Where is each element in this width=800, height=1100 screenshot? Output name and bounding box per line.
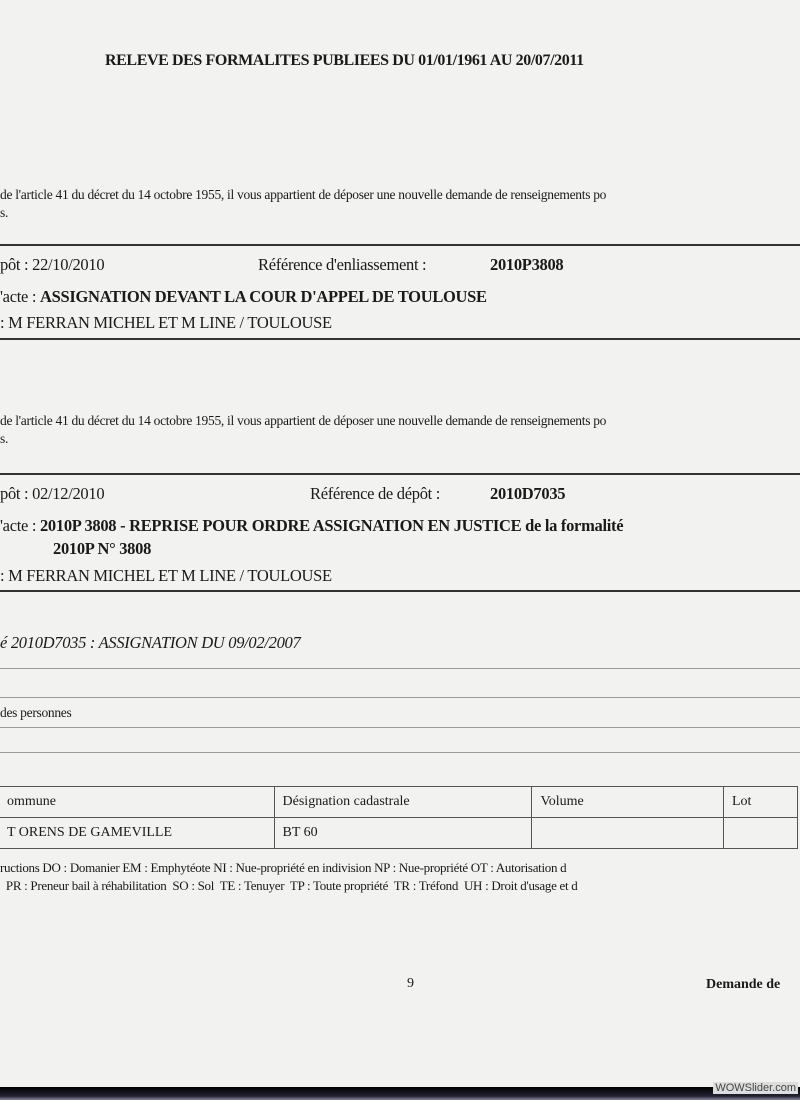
- acte-label: 'acte : 2010P 3808 - REPRISE POUR ORDRE ASSIGNATION EN JUSTICE de la formalité: [0, 516, 624, 535]
- acte-value: 2010P 3808 - REPRISE POUR ORDRE ASSIGNATION EN JUSTICE: [39, 516, 522, 535]
- cell-designation: BT 60: [274, 818, 532, 849]
- footer-right: Demande de: [706, 977, 781, 992]
- section-divider: [0, 338, 800, 340]
- persons-label: des personnes: [0, 705, 72, 720]
- divider: [0, 668, 800, 669]
- section-divider: [0, 244, 800, 246]
- watermark: WOWSlider.com: [715, 1082, 796, 1094]
- deposit-date: pôt : 22/10/2010: [0, 255, 105, 274]
- annotation: é 2010D7035 : ASSIGNATION DU 09/02/2007: [0, 633, 301, 652]
- table-row: [0, 818, 798, 849]
- cell-lot: [723, 818, 797, 849]
- acte-label: 'acte : ASSIGNATION DEVANT LA COUR D'APPEL DE TOULOUSE: [0, 287, 487, 306]
- reference-label: Référence d'enliassement :: [258, 255, 427, 274]
- divider: [0, 752, 800, 753]
- header-designation: Désignation cadastrale: [274, 787, 532, 818]
- parcel-table: [0, 786, 798, 849]
- acte-suffix: de la formalité: [525, 516, 624, 535]
- parties: : M FERRAN MICHEL ET M LINE / TOULOUSE: [0, 566, 332, 585]
- acte-value: ASSIGNATION DEVANT LA COUR D'APPEL DE TOULOUSE: [39, 287, 487, 306]
- deposit-date: pôt : 02/12/2010: [0, 484, 105, 503]
- parties: : M FERRAN MICHEL ET M LINE / TOULOUSE: [0, 313, 332, 332]
- cell-volume: [532, 818, 724, 849]
- notice-line-2: s.: [0, 205, 9, 220]
- header-commune: ommune: [0, 787, 274, 818]
- reference-value: 2010D7035: [490, 484, 566, 503]
- page-number: 9: [407, 976, 414, 991]
- footnote-line-1: ructions DO : Domanier EM : Emphytéote NI : Nue-propriété en indivision NP : Nue-propriété OT : Autorisation d: [0, 860, 567, 875]
- reference-label: Référence de dépôt :: [310, 484, 441, 503]
- notice-line-1: de l'article 41 du décret du 14 octobre 1955, il vous appartient de déposer une nouvelle demande de renseignements po: [0, 187, 607, 202]
- acte-line-2: 2010P N° 3808: [53, 539, 152, 558]
- cell-commune: T ORENS DE GAMEVILLE: [0, 818, 274, 849]
- section-divider: [0, 473, 800, 475]
- reference-value: 2010P3808: [490, 255, 564, 274]
- notice-line-2: s.: [0, 431, 9, 446]
- header-lot: Lot: [723, 787, 797, 818]
- footnote-line-2: PR : Preneur bail à réhabilitation SO : Sol TE : Tenuyer TP : Toute propriété TR : Tréfond UH : Droit d'usage et d: [0, 878, 578, 893]
- bottom-bar: [0, 1087, 800, 1100]
- header-volume: Volume: [532, 787, 724, 818]
- document-title: RELEVE DES FORMALITES PUBLIEES DU 01/01/1961 AU 20/07/2011: [105, 52, 584, 69]
- notice-line-1: de l'article 41 du décret du 14 octobre 1955, il vous appartient de déposer une nouvelle demande de renseignements po: [0, 413, 607, 428]
- divider: [0, 727, 800, 728]
- section-divider: [0, 590, 800, 592]
- table-header-row: [0, 787, 798, 818]
- divider: [0, 697, 800, 698]
